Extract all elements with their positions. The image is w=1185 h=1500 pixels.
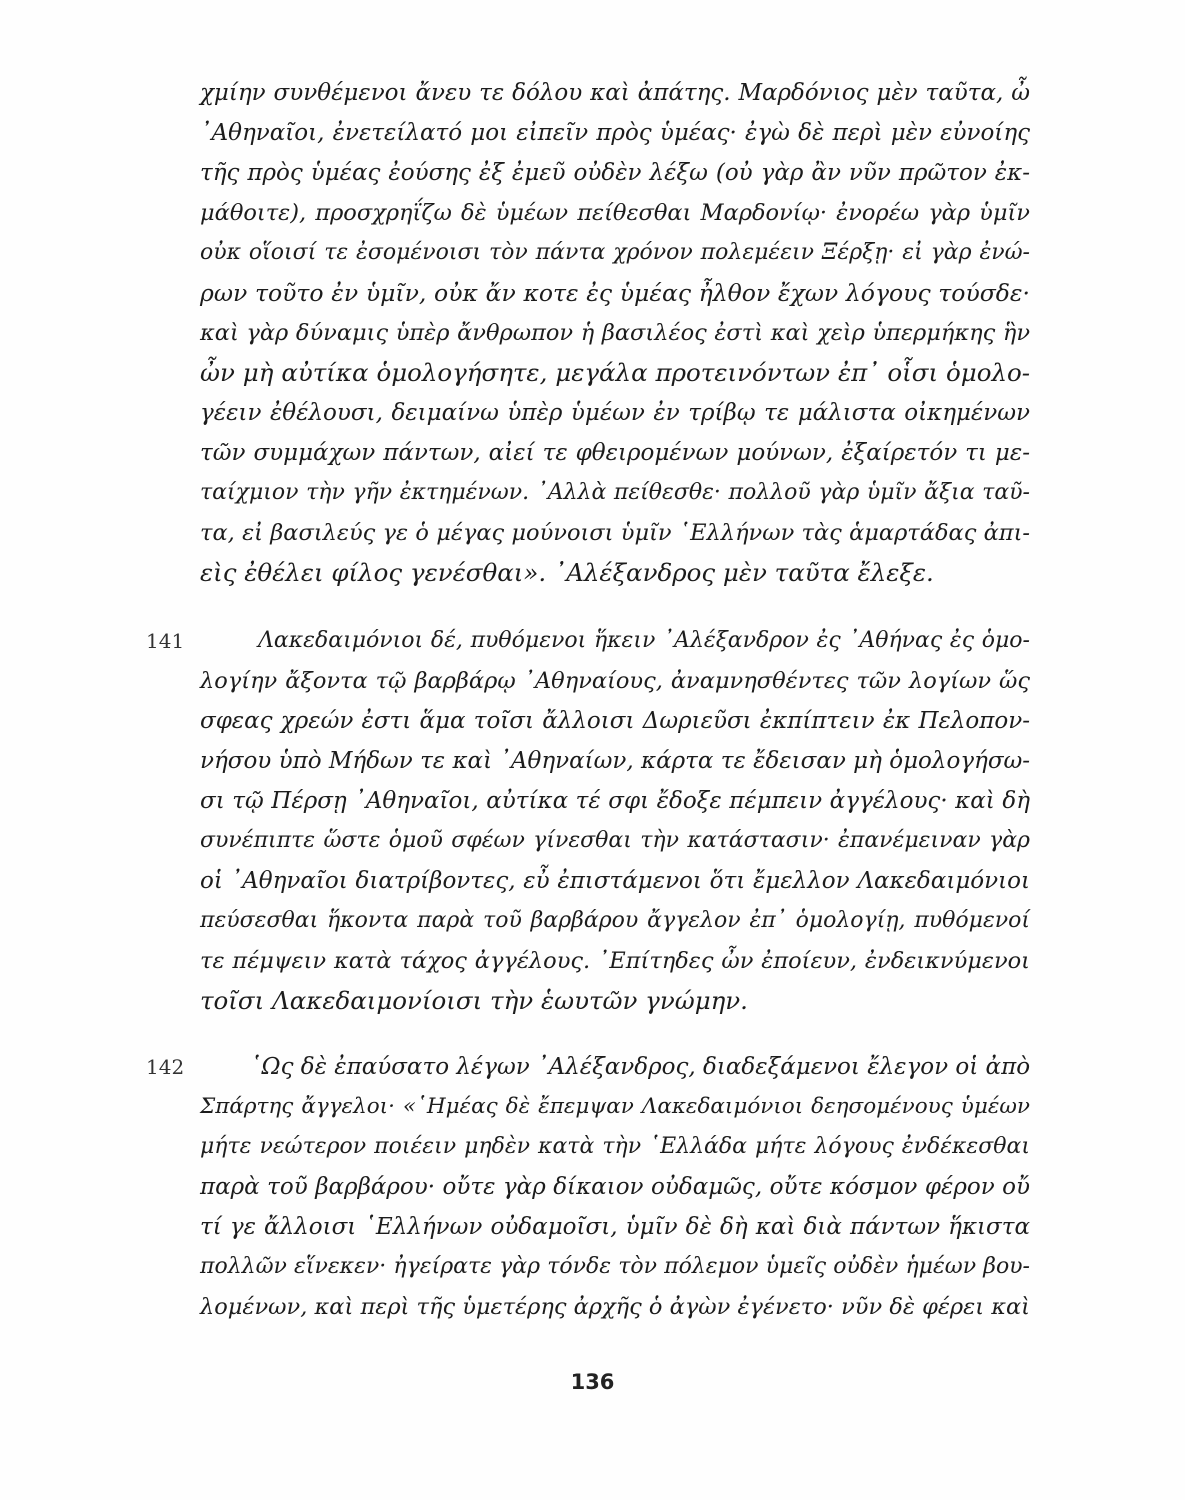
text-line: συνέπιπτε ὥστε ὁμοῦ σφέων γίνεσθαι τὴν κατάστασιν· ἐπανέμειναν γὰρ [200,828,1030,853]
text-line: ᾿Αθηναῖοι, ἐνετείλατό μοι εἰπεῖν πρὸς ὑμέας· ἐγὼ δὲ περὶ μὲν εὐνοίης [200,120,1030,146]
text-line: Σπάρτης ἄγγελοι· «῾Ημέας δὲ ἔπεμψαν Λακεδαιμόνιοι δεησομένους ὑμέων [200,1094,1030,1119]
text-line: μάθοιτε), προσχρηΐζω δὲ ὑμέων πείθεσθαι Μαρδονίῳ· ἐνορέω γὰρ ὑμῖν [200,200,1030,226]
page-number: 136 [570,1370,615,1394]
text-line: ταίχμιον τὴν γῆν ἐκτημένων. ᾿Αλλὰ πείθεσθε· πολλοῦ γὰρ ὑμῖν ἄξια ταῦ- [200,480,1030,505]
text-line: σφεας χρεών ἐστι ἅμα τοῖσι ἄλλοισι Δωριεῦσι ἐκπίπτειν ἐκ Πελοπον- [200,708,1030,734]
text-line: τα, εἰ βασιλεύς γε ὁ μέγας μούνοισι ὑμῖν ῾Ελλήνων τὰς ἁμαρτάδας ἀπι- [200,520,1030,546]
text-line: εὶς ἐθέλει φίλος γενέσθαι». ᾿Αλέξανδρος μὲν ταῦτα ἔλεξε. [200,558,934,587]
text-line: ὦν μὴ αὐτίκα ὁμολογήσητε, μεγάλα προτεινόντων ἐπ᾿ οἷσι ὁμολο- [200,358,1030,387]
section-number: 142 [146,1055,185,1079]
text-line: ῾Ως δὲ ἐπαύσατο λέγων ᾿Αλέξανδρος, διαδεξάμενοι ἔλεγον οἱ ἀπὸ [250,1054,1031,1080]
text-line: λογίην ἄξοντα τῷ βαρβάρῳ ᾿Αθηναίους, ἀναμνησθέντες τῶν λογίων ὥς [200,668,1030,694]
section-number: 141 [146,629,185,653]
text-line: παρὰ τοῦ βαρβάρου· οὔτε γὰρ δίκαιον οὐδαμῶς, οὔτε κόσμον φέρον οὔ [200,1174,1030,1200]
text-line: λομένων, καὶ περὶ τῆς ὑμετέρης ἀρχῆς ὁ ἀγὼν ἐγένετο· νῦν δὲ φέρει καὶ [200,1294,1030,1320]
text-line: πολλῶν εἵνεκεν· ἠγείρατε γὰρ τόνδε τὸν πόλεμον ὑμεῖς οὐδὲν ἡμέων βου- [200,1254,1030,1279]
text-line: οἱ ᾿Αθηναῖοι διατρίβοντες, εὖ ἐπιστάμενοι ὅτι ἔμελλον Λακεδαιμόνιοι [200,868,1030,894]
text-line: καὶ γὰρ δύναμις ὑπὲρ ἄνθρωπον ἡ βασιλέος ἐστὶ καὶ χεὶρ ὑπερμήκης ἣν [200,320,1030,346]
text-line: τοῖσι Λακεδαιμονίοισι τὴν ἑωυτῶν γνώμην. [200,986,748,1015]
text-line: τῶν συμμάχων πάντων, αἰεί τε φθειρομένων μούνων, ἐξαίρετόν τι με- [200,440,1030,466]
text-line: τί γε ἄλλοισι ῾Ελλήνων οὐδαμοῖσι, ὑμῖν δὲ δὴ καὶ διὰ πάντων ἥκιστα [200,1214,1030,1240]
text-line: νήσου ὑπὸ Μήδων τε καὶ ᾿Αθηναίων, κάρτα τε ἔδεισαν μὴ ὁμολογήσω- [200,748,1031,774]
text-line: οὐκ οἵοισί τε ἐσομένοισι τὸν πάντα χρόνον πολεμέειν Ξέρξῃ· εἰ γὰρ ἐνώ- [200,240,1030,265]
text-line: μήτε νεώτερον ποιέειν μηδὲν κατὰ τὴν ῾Ελλάδα μήτε λόγους ἐνδέκεσθαι [200,1134,1030,1159]
text-line: χμίην συνθέμενοι ἄνευ τε δόλου καὶ ἀπάτης. Μαρδόνιος μὲν ταῦτα, ὦ [200,80,1030,106]
text-line: τῆς πρὸς ὑμέας ἐούσης ἐξ ἐμεῦ οὐδὲν λέξω (οὐ γὰρ ἂν νῦν πρῶτον ἐκ- [200,160,1030,186]
text-line: ρων τοῦτο ἐν ὑμῖν, οὐκ ἄν κοτε ἐς ὑμέας ἦλθον ἔχων λόγους τούσδε· [200,279,1030,307]
text-line: τε πέμψειν κατὰ τάχος ἀγγέλους. ᾿Επίτηδες ὦν ἐποίευν, ἐνδεικνύμενοι [200,948,1030,974]
text-line: πεύσεσθαι ἥκοντα παρὰ τοῦ βαρβάρου ἄγγελον ἐπ᾿ ὁμολογίῃ, πυθόμενοί [200,908,1030,933]
text-line: γέειν ἐθέλουσι, δειμαίνω ὑπὲρ ὑμέων ἐν τρίβῳ τε μάλιστα οἰκημένων [200,400,1030,426]
text-line: Λακεδαιμόνιοι δέ, πυθόμενοι ἥκειν ᾿Αλέξανδρον ἐς ᾿Αθήνας ἐς ὁμο- [258,628,1030,653]
text-line: σι τῷ Πέρσῃ ᾿Αθηναῖοι, αὐτίκα τέ σφι ἔδοξε πέμπειν ἀγγέλους· καὶ δὴ [200,788,1030,814]
